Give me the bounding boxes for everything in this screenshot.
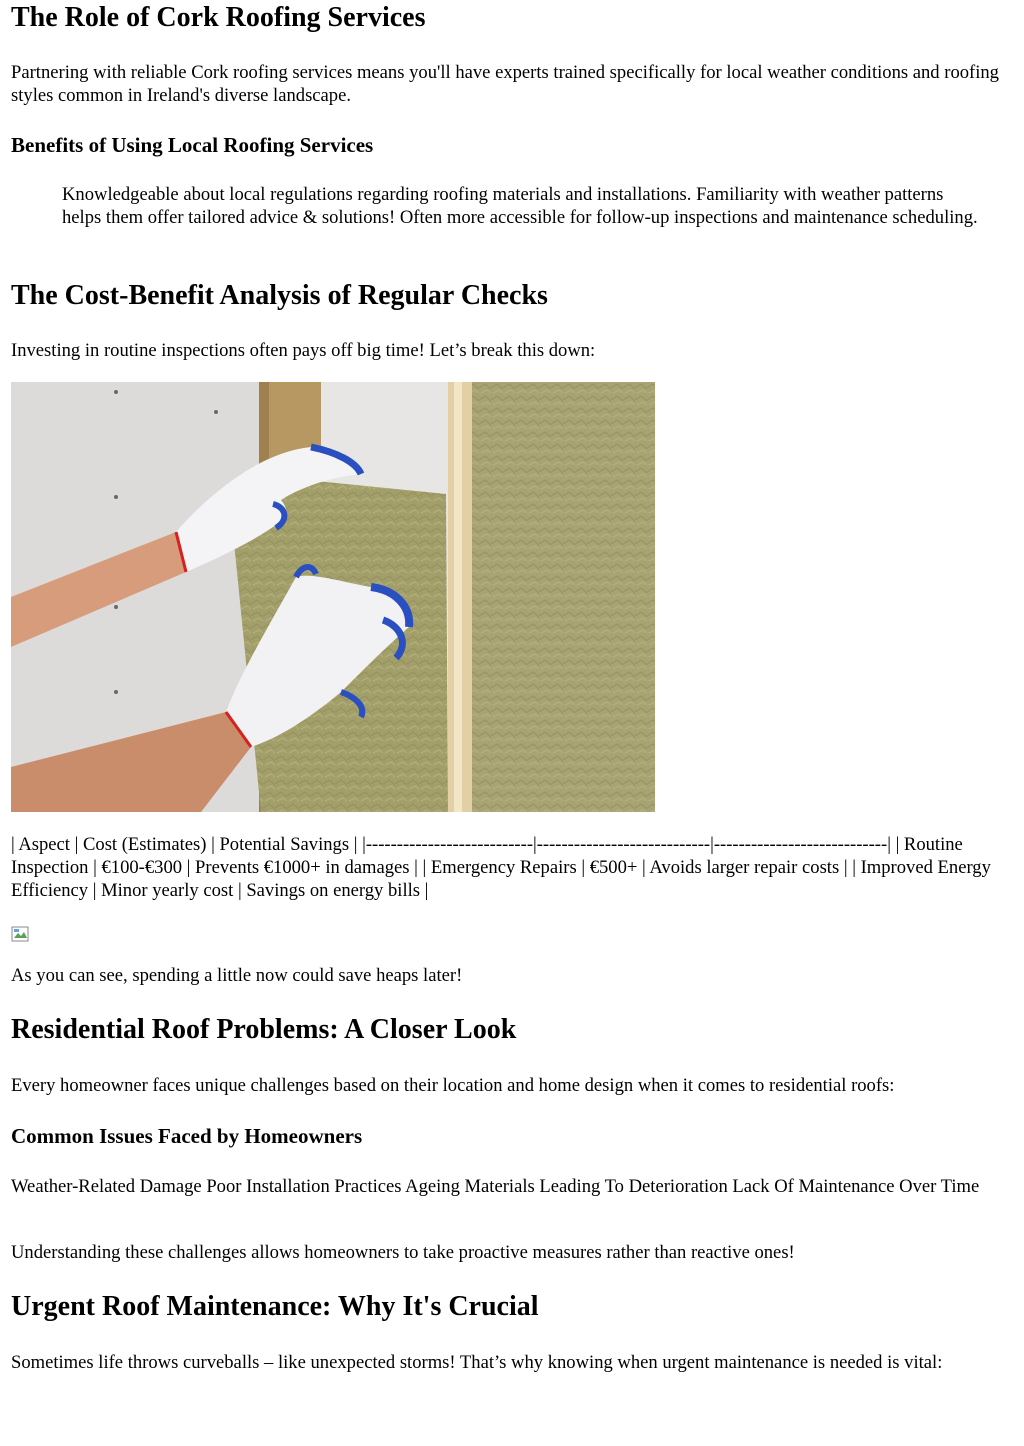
paragraph-role: Partnering with reliable Cork roofing services means you'll have experts trained specifically for local weather conditions and roofing styles common in Ireland's diverse landscape. [11, 62, 999, 106]
table-text: | Aspect | Cost (Estimates) | Potential Savings | |---------------------------|----------------------------|----------------------------| | Routine Inspection | €100-€300 | Prevents €1000+ in damages | | Emergency Repairs | €500+ | Avoids larger repair costs | | Improved Energy Efficiency | Minor yearly cost | Savings on energy bills | [11, 834, 991, 901]
paragraph-cost-intro: Investing in routine inspections often pays off big time! Let’s break this down: [11, 340, 596, 361]
insulation-photo [11, 382, 655, 812]
broken-image-icon [11, 926, 31, 944]
heading-role-of-cork-roofing: The Role of Cork Roofing Services [11, 2, 426, 33]
heading-residential: Residential Roof Problems: A Closer Look [11, 1014, 517, 1045]
heading-cost-benefit: The Cost-Benefit Analysis of Regular Checks [11, 280, 548, 311]
heading-urgent-maintenance: Urgent Roof Maintenance: Why It's Crucial [11, 1291, 539, 1322]
heading-common-issues: Common Issues Faced by Homeowners [11, 1124, 363, 1148]
blockquote-benefits: Knowledgeable about local regulations regarding roofing materials and installations. Familiarity with weather patterns helps them offer tailored advice & solutions! Often more accessible for follow-up inspections and maintenance scheduling. [62, 184, 978, 228]
paragraph-urgent: Sometimes life throws curveballs – like unexpected storms! That’s why knowing when urgent maintenance is needed is vital: [11, 1352, 943, 1373]
paragraph-residential: Every homeowner faces unique challenges based on their location and home design when it comes to residential roofs: [11, 1075, 895, 1096]
paragraph-issues-outro: Understanding these challenges allows homeowners to take proactive measures rather than reactive ones! [11, 1242, 795, 1263]
heading-benefits: Benefits of Using Local Roofing Services [11, 133, 374, 157]
paragraph-cost-outro: As you can see, spending a little now could save heaps later! [11, 965, 463, 986]
paragraph-issues: Weather-Related Damage Poor Installation Practices Ageing Materials Leading To Deterioration Lack Of Maintenance Over Time [11, 1176, 980, 1197]
